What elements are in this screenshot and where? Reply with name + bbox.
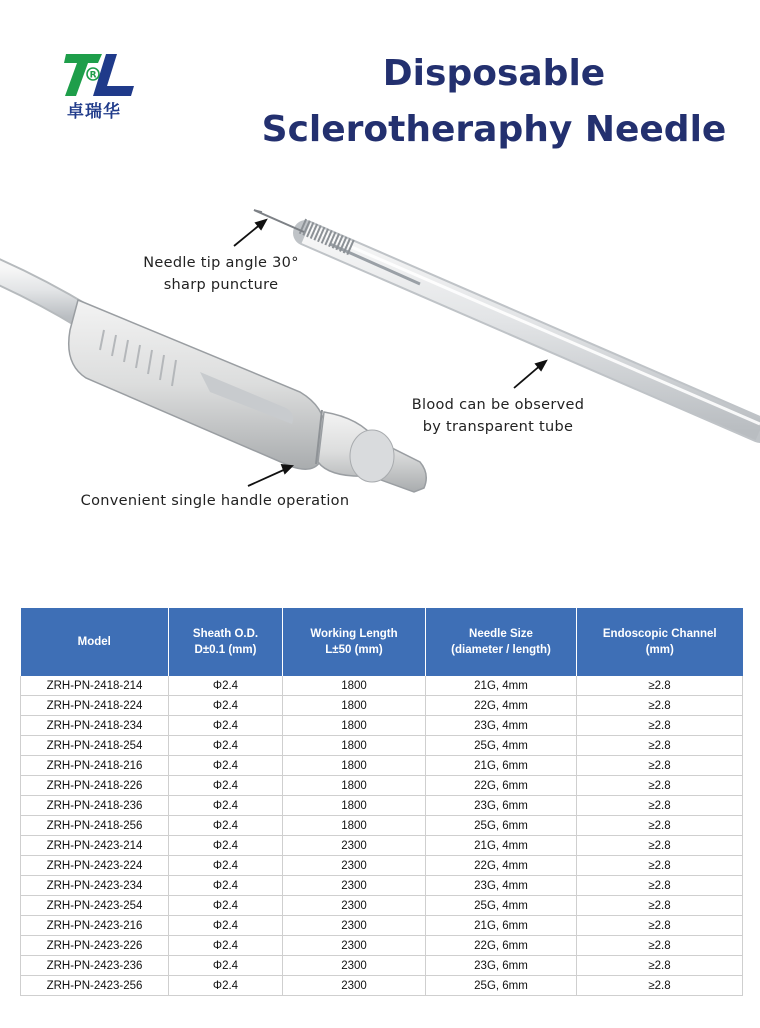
cell-needle-size: 23G, 6mm <box>426 796 577 816</box>
cell-working-length: 2300 <box>283 896 426 916</box>
table-body <box>21 676 743 996</box>
handle <box>69 300 427 492</box>
cell-endoscopic-channel: ≥2.8 <box>577 976 743 996</box>
cell-model: ZRH-PN-2423-236 <box>21 956 169 976</box>
table-row <box>21 916 743 936</box>
header-channel-line-1: Endoscopic Channel <box>602 628 717 640</box>
header-endoscopic-channel <box>577 608 743 676</box>
product-illustration <box>0 195 760 515</box>
table-row <box>21 856 743 876</box>
cell-sheath-od: Φ2.4 <box>169 736 283 756</box>
cell-working-length: 1800 <box>283 716 426 736</box>
cell-needle-size: 23G, 4mm <box>426 716 577 736</box>
table-header-row <box>21 608 743 676</box>
cell-working-length: 2300 <box>283 856 426 876</box>
cell-endoscopic-channel: ≥2.8 <box>577 916 743 936</box>
cell-needle-size: 22G, 6mm <box>426 776 577 796</box>
table-row <box>21 936 743 956</box>
table-row <box>21 796 743 816</box>
cell-sheath-od: Φ2.4 <box>169 716 283 736</box>
cell-sheath-od: Φ2.4 <box>169 756 283 776</box>
cell-model: ZRH-PN-2423-254 <box>21 896 169 916</box>
callout-needle-tip <box>126 252 316 296</box>
cell-model: ZRH-PN-2423-224 <box>21 856 169 876</box>
cell-endoscopic-channel: ≥2.8 <box>577 796 743 816</box>
arrow-tube <box>514 361 546 388</box>
cell-model: ZRH-PN-2423-256 <box>21 976 169 996</box>
cell-sheath-od: Φ2.4 <box>169 776 283 796</box>
cell-endoscopic-channel: ≥2.8 <box>577 816 743 836</box>
cell-working-length: 1800 <box>283 676 426 696</box>
cell-working-length: 2300 <box>283 976 426 996</box>
title-line-1: Disposable <box>382 53 606 94</box>
table-row <box>21 836 743 856</box>
cell-model: ZRH-PN-2418-224 <box>21 696 169 716</box>
catheter-sheath <box>0 268 86 318</box>
table-row <box>21 776 743 796</box>
cell-endoscopic-channel: ≥2.8 <box>577 876 743 896</box>
table-row <box>21 676 743 696</box>
cell-working-length: 1800 <box>283 736 426 756</box>
cell-model: ZRH-PN-2423-216 <box>21 916 169 936</box>
cell-needle-size: 22G, 4mm <box>426 696 577 716</box>
cell-model: ZRH-PN-2418-254 <box>21 736 169 756</box>
header-working-length <box>283 608 426 676</box>
cell-sheath-od: Φ2.4 <box>169 696 283 716</box>
cell-model: ZRH-PN-2423-234 <box>21 876 169 896</box>
cell-model: ZRH-PN-2423-214 <box>21 836 169 856</box>
table-row <box>21 736 743 756</box>
cell-model: ZRH-PN-2418-216 <box>21 756 169 776</box>
table-row <box>21 716 743 736</box>
cell-endoscopic-channel: ≥2.8 <box>577 716 743 736</box>
header-channel-line-2: (mm) <box>645 644 674 656</box>
svg-text:R: R <box>89 70 97 81</box>
header-model <box>21 608 169 676</box>
cell-needle-size: 25G, 4mm <box>426 736 577 756</box>
cell-model: ZRH-PN-2418-214 <box>21 676 169 696</box>
company-logo <box>62 52 138 124</box>
table-row <box>21 976 743 996</box>
cell-sheath-od: Φ2.4 <box>169 876 283 896</box>
table-row <box>21 696 743 716</box>
cell-endoscopic-channel: ≥2.8 <box>577 696 743 716</box>
header-length-line-2: L±50 (mm) <box>325 644 383 656</box>
cell-working-length: 2300 <box>283 876 426 896</box>
cell-model: ZRH-PN-2418-234 <box>21 716 169 736</box>
table-row <box>21 896 743 916</box>
header-sheath-od <box>169 608 283 676</box>
cell-needle-size: 25G, 4mm <box>426 896 577 916</box>
cell-model: ZRH-PN-2418-256 <box>21 816 169 836</box>
cell-model: ZRH-PN-2423-226 <box>21 936 169 956</box>
cell-needle-size: 21G, 4mm <box>426 836 577 856</box>
cell-sheath-od: Φ2.4 <box>169 676 283 696</box>
cell-model: ZRH-PN-2418-226 <box>21 776 169 796</box>
header-needle-line-2: (diameter / length) <box>451 644 551 656</box>
cell-needle-size: 23G, 4mm <box>426 876 577 896</box>
cell-working-length: 2300 <box>283 916 426 936</box>
callout-tube-line-2: by transparent tube <box>422 419 574 435</box>
cell-endoscopic-channel: ≥2.8 <box>577 896 743 916</box>
logo-chinese-text: 卓瑞华 <box>67 102 121 122</box>
cell-sheath-od: Φ2.4 <box>169 856 283 876</box>
cell-model: ZRH-PN-2418-236 <box>21 796 169 816</box>
cell-sheath-od: Φ2.4 <box>169 836 283 856</box>
cell-endoscopic-channel: ≥2.8 <box>577 936 743 956</box>
header-sheath-line-1: Sheath O.D. <box>192 628 259 640</box>
cell-sheath-od: Φ2.4 <box>169 976 283 996</box>
cell-needle-size: 21G, 6mm <box>426 916 577 936</box>
callout-needle-tip-line-2: sharp puncture <box>163 277 279 293</box>
cell-endoscopic-channel: ≥2.8 <box>577 736 743 756</box>
header-needle-size <box>426 608 577 676</box>
cell-endoscopic-channel: ≥2.8 <box>577 956 743 976</box>
cell-sheath-od: Φ2.4 <box>169 816 283 836</box>
table-row <box>21 956 743 976</box>
cell-endoscopic-channel: ≥2.8 <box>577 756 743 776</box>
header-needle-line-1: Needle Size <box>469 628 533 640</box>
title-line-2: Sclerotheraphy Needle <box>261 109 727 150</box>
header-model-line-1: Model <box>77 636 111 648</box>
cell-working-length: 2300 <box>283 936 426 956</box>
cell-sheath-od: Φ2.4 <box>169 796 283 816</box>
cell-needle-size: 22G, 6mm <box>426 936 577 956</box>
cell-needle-size: 23G, 6mm <box>426 956 577 976</box>
callout-handle-line-1: Convenient single handle operation <box>80 493 350 509</box>
cell-sheath-od: Φ2.4 <box>169 936 283 956</box>
page-title <box>240 46 748 158</box>
cell-working-length: 1800 <box>283 816 426 836</box>
cell-needle-size: 25G, 6mm <box>426 976 577 996</box>
table-row <box>21 816 743 836</box>
cell-sheath-od: Φ2.4 <box>169 916 283 936</box>
table-row <box>21 876 743 896</box>
cell-sheath-od: Φ2.4 <box>169 896 283 916</box>
cell-sheath-od: Φ2.4 <box>169 956 283 976</box>
callout-handle <box>60 490 370 512</box>
zrl-logo-mark <box>62 52 138 98</box>
cell-endoscopic-channel: ≥2.8 <box>577 836 743 856</box>
cell-needle-size: 21G, 6mm <box>426 756 577 776</box>
cell-working-length: 1800 <box>283 796 426 816</box>
arrow-tip <box>234 220 266 246</box>
cell-working-length: 2300 <box>283 956 426 976</box>
cell-endoscopic-channel: ≥2.8 <box>577 856 743 876</box>
cell-needle-size: 22G, 4mm <box>426 856 577 876</box>
arrow-handle <box>248 465 292 486</box>
cell-working-length: 2300 <box>283 836 426 856</box>
table-row <box>21 756 743 776</box>
header-sheath-line-2: D±0.1 (mm) <box>194 644 257 656</box>
header-length-line-1: Working Length <box>310 628 398 640</box>
cell-working-length: 1800 <box>283 776 426 796</box>
cell-working-length: 1800 <box>283 696 426 716</box>
cell-endoscopic-channel: ≥2.8 <box>577 676 743 696</box>
cell-endoscopic-channel: ≥2.8 <box>577 776 743 796</box>
callout-tube-line-1: Blood can be observed <box>411 397 585 413</box>
cell-needle-size: 21G, 4mm <box>426 676 577 696</box>
cell-working-length: 1800 <box>283 756 426 776</box>
cell-needle-size: 25G, 6mm <box>426 816 577 836</box>
callout-transparent-tube <box>400 394 596 438</box>
specification-table <box>20 608 743 996</box>
callout-needle-tip-line-1: Needle tip angle 30° <box>143 255 299 271</box>
